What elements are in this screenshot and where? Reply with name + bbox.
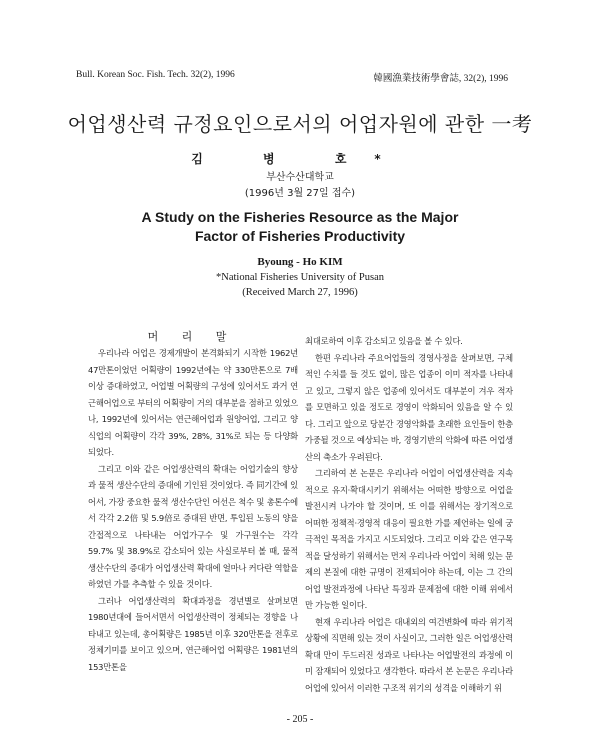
body-column-right [305,333,513,696]
body-paragraph: 현재 우리나라 어업은 대내외의 여건변화에 따라 위기적 상황에 직면해 있는 것이 사실이고, 그러한 일은 어업생산력 확대 만이 두드러진 성과로 나타나는 어업발전의 과정에 이미 잠재되어 있었다고 생각한다. 따라서 본 논문은 우리나라 어업에 있어서 이러한 구조적 위기의 성격을 이해하기 위 [305,616,513,693]
paper-title-korean: 어업생산력 규정요인으로서의 어업자원에 관한 一考 [67,112,533,136]
affiliation-korean: 부산수산대학교 [266,172,334,183]
section-heading-introduction: 머 리 말 [147,330,237,343]
body-paragraph: 그리고 이와 같은 어업생산력의 확대는 어업기술의 향상과 물적 생산수단의 증대에 기인된 것이었다. 즉 同기간에 있어서, 가장 중요한 물적 생산수단인 어선은 척수 및 총톤수에서 각각 2.2倍 및 5.9倍로 증대된 반면, 투입된 노동의 양을 간접적으로 나타내는 어업가구수 및 가구원수는 각각 59.7% 및 38.9%로 감소되어 있는 사실로부터 볼 때, 물적 생산수단의 증대가 어업생산력 확대에 얼마나 커다란 역할을 하였던 가를 추측할 수 있을 것이다. [88,463,298,589]
body-paragraph: 그러나 어업생산력의 확대과정을 경년별로 살펴보면 1980년대에 들어서면서 어업생산력이 정체되는 경향을 나타내고 있는데, 총어획량은 1985년 이후 320만톤을 전후로 정체기미를 보이고 있으며, 연근해어업 어획량은 1981년의 153만톤을 [88,595,298,672]
body-paragraph: 한편 우리나라 주요어업들의 경영사정을 살펴보면, 구체적인 수치를 들 것도 없이, 많은 업종이 이미 적자를 나타내고 있고, 그렇지 않은 업종에 있어서도 대부분이 겨우 적자를 모면하고 있을 정도로 경영이 악화되어 있음을 알 수 있다. 그리고 앞으로 당분간 경영악화를 초래한 요인들이 한층 가중될 것으로 예상되는 바, 경영기반의 악화에 따른 어업생산의 축소가 우려된다. [305,352,513,462]
journal-header-en: Bull. Korean Soc. Fish. Tech. 32(2), 1996 [76,70,235,80]
received-date-english: (Received March 27, 1996) [242,287,358,298]
paper-title-english [0,208,600,246]
author-name-english: Byoung - Ho KIM [257,256,343,268]
body-column-left [88,345,298,675]
body-paragraph: 그리하여 본 논문은 우리나라 어업이 어업생산력을 지속적으로 유지·확대시키기 위해서는 어떠한 방향으로 어업을 발전시켜 나가야 할 것이며, 또 이를 위해서는 장기적으로 어떠한 정책적·경영적 대응이 필요한 가를 제언하는 일에 궁극적인 목적을 가지고 시도되었다. 그리고 이와 같은 연구목적을 달성하기 위해서는 먼저 우리나라 어업이 처해 있는 문제의 본질에 대한 규명이 전제되어야 하는데, 이는 그 간의 어업 발전과정에 나타난 특징과 문제점에 대한 이해 위에서만 가능한 일이다. [305,468,513,610]
affiliation-english: *National Fisheries University of Pusan [216,272,384,283]
title-en-line-2: Factor of Fisheries Productivity [194,228,406,244]
title-en-line-1: A Study on the Fisheries Resource as the Major [141,209,459,225]
body-paragraph: 우리나라 어업은 경제개발이 본격화되기 시작한 1962년 47만톤이었던 어획량이 1992년에는 약 330만톤으로 7배이상 증대하였고, 어업별 어획량의 구성에 있어서도 과거 연근해어업으로 부터의 어획량이 거의 대부분을 점하고 있었으나, 1992년에 있어서는 연근해어업과 원양어업, 그리고 양식업의 어획량이 각각 39%, 28%, 31%로 되는 등 다양화되었다. [88,348,298,457]
journal-header-ko: 韓國漁業技術學會誌, 32(2), 1996 [373,74,508,84]
body-paragraph: 최대로하여 이후 감소되고 있음을 볼 수 있다. [305,336,463,346]
author-name-korean: 김 병 호* [191,152,409,166]
received-date-korean: (1996년 3월 27일 접수) [244,188,356,199]
page-number: - 205 - [286,714,314,725]
